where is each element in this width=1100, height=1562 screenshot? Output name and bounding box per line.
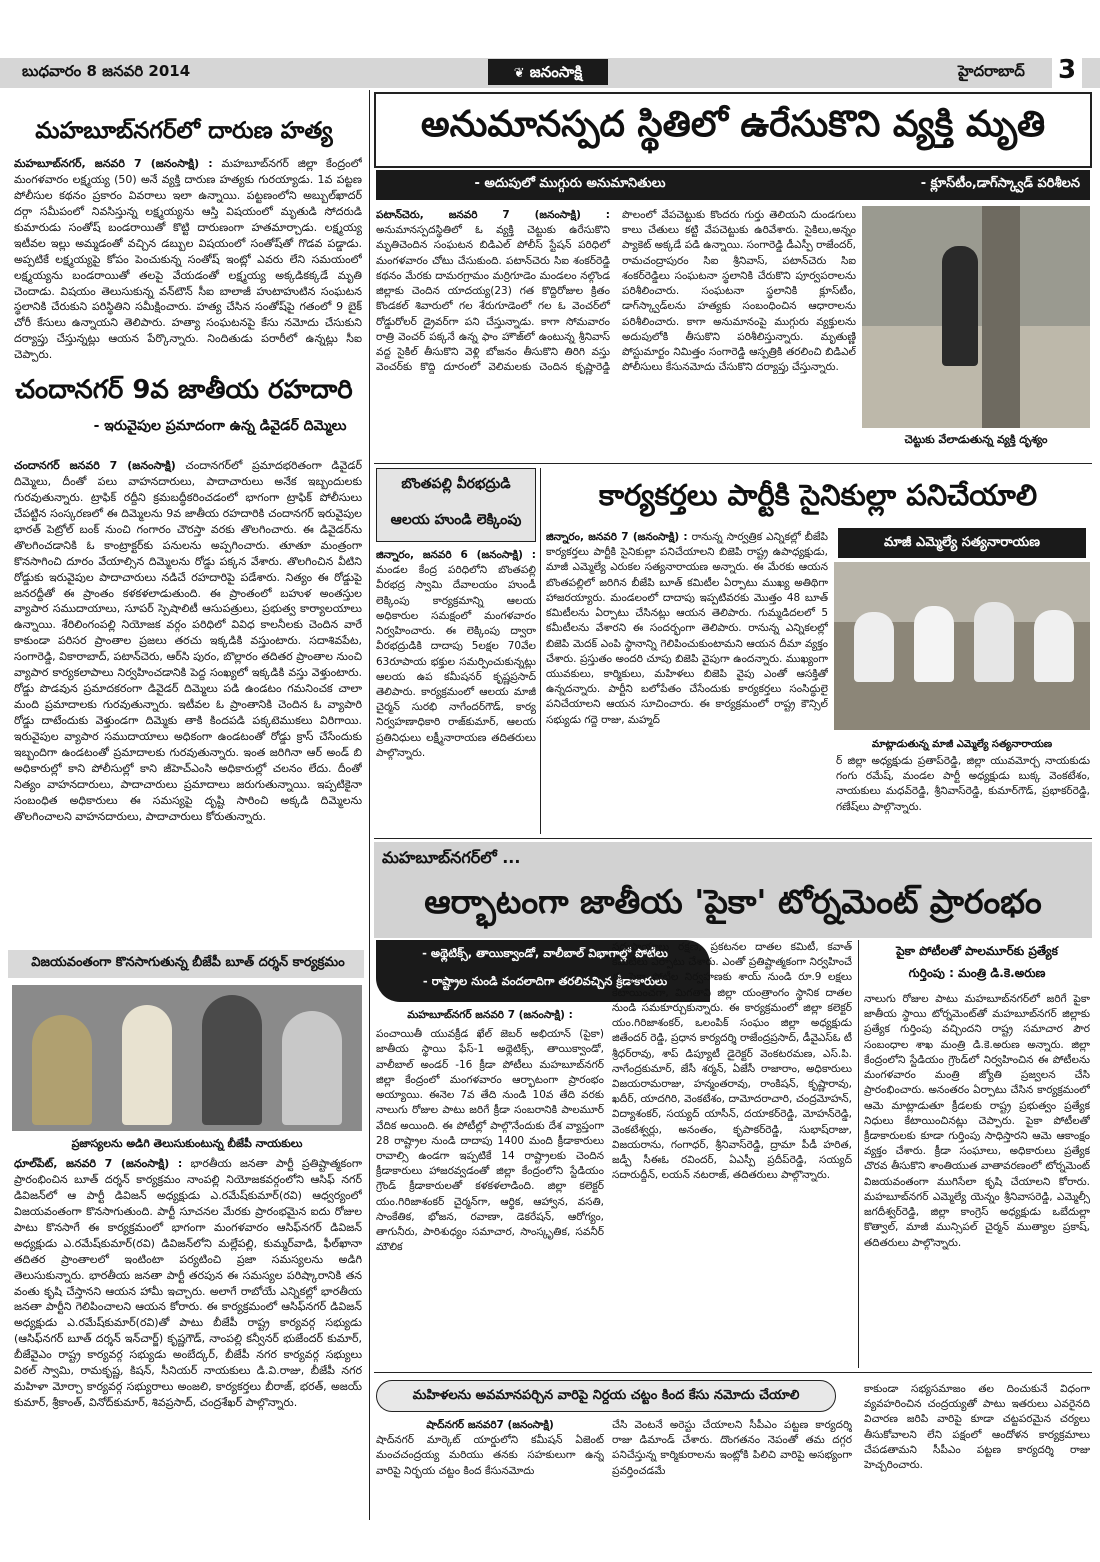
payka-kicker: మహబూబ్‌నగర్‌లో ... — [382, 848, 521, 867]
payka-article-col3: నాలుగు రోజుల పాటు మహబూబ్‌నగర్‌లో జరిగే పైకా జాతీయ స్థాయి టోర్నమెంట్‌తో మహబూబ్‌నగర్ జిల్లాకు ప్రత్యేక గుర్తింపు వచ్చిందని రాష్ట్ర సమాచార పౌర సంబంధాల శాఖ మంత్రి డి.కె.అరుణ అన్నారు. జిల్లా కేంద్రంలోని స్టేడియం గ్రౌండ్‌లో నిర్వహించిన ఈ పోటీలను మంగళవారం మంత్రి జ్యోతి ప్రజ్వలన చేసి ప్రారంభించారు. అనంతరం ఏర్పాటు చేసిన కార్యక్రమంలో ఆమె మాట్లాడుతూ క్రీడలకు రాష్ట్ర ప్రభుత్వం ప్రత్యేక నిధులు కేటాయించినట్లు చెప్పారు. పైకా పోటీలతో క్రీడాకారులకు కూడా గుర్తింపు సాధిస్తారని ఆమె ఆకాంక్షం వ్యక్తం చేశారు. క్రీడా సంఘాలు, అధికారులు ప్రత్యేక చొరవ తీసుకొని శాంతియుత వాతావరణంలో టోర్నమెంట్ విజయవంతంగా ముగిసేలా కృషి చేయాలని కోరారు. మహబూబ్‌నగర్ ఎమ్మెల్యే యెన్నం శ్రీనివాసరెడ్డి, ఎమ్మెల్సీ జగదీశ్వర్‌రెడ్డి, జిల్లా కాంగ్రెస్ అధ్యక్షుడు ఒబేదుల్లా కొత్వాల్, మాజీ మున్సిపల్ చైర్మన్ ముత్యాల ప్రకాష్, తదితరులు పాల్గొన్నారు. — [864, 993, 1090, 1249]
payka-headline: ఆర్భాటంగా జాతీయ 'పైకా' టోర్నమెంట్ ప్రారంభం — [424, 882, 1042, 921]
suicide-photo-caption: చెట్టుకు వేలాడుతున్న వ్యక్తి దృశ్యం — [904, 433, 1048, 446]
bjp-dateline: ధూల్‌పేట్, జనవరి 7 (జనంసాక్షి) : — [14, 1157, 183, 1170]
temple-headline-line2: ఆలయ హుండి లెక్కింపు — [390, 512, 522, 528]
payka-sub2: - రాష్ట్రాల నుండి వందలాదిగా తరలివచ్చిన క్రీడాకారులు — [422, 974, 668, 988]
temple-body: మండల కేంద్ర పరిధిలోని బొంతపల్లి వీరభద్ర స్వామి దేవాలయం హుండీ లెక్కింపు కార్యక్రమాన్ని ఆలయ అధికారుల సమక్షంలో మంగళవారం నిర్వహించారు. ఈ లెక్కింపు ద్వారా వీరభద్రుడికి దాదాపు 5లక్షల 70వేల 63రూపాయ భక్తుల సమర్పించుకున్నట్లు ఆలయ ఉప కమీషనర్ కృష్ణప్రసాద్ తెలిపారు. కార్యక్రమంలో ఆలయ మాజీ చైర్మన్ సురభి నాగేందర్‌గౌడ్, కార్య నిర్వహణాధికారి రాజ్‌కుమార్, ఆలయ ప్రతినిధులు లక్ష్మీనారాయణ తదితరులు పాల్గొన్నారు. — [376, 564, 536, 759]
temple-dateline: జిన్నారం, జనవరి 6 (జనంసాక్షి) : — [376, 549, 536, 561]
suicide-photo — [862, 206, 1090, 428]
section-divider — [374, 838, 1092, 839]
workers-article — [546, 530, 828, 830]
temple-article — [376, 548, 536, 830]
bjp-headline: విజయవంతంగా కొనసాగుతున్న బీజేపీ బూత్ దర్శన్ కార్యక్రమం — [31, 955, 345, 970]
bjp-body: భారతీయ జనతా పార్టీ ప్రతిష్టాత్మకంగా ప్రారంభించిన బూత్ దర్శన్ కార్యక్రమం నాంపల్లి నియోజకవర్గంలోని ఆసిఫ్ నగర్ డివిజన్‌లో ఆ పార్టీ డివిజన్ అధ్యక్షుడు ఎ.రమేష్‌కుమార్(రవి) ఆధ్వర్యంలో విజయవంతంగా కొనసాగుతుంది. పార్టీ సూచనల మేరకు ప్రారంభమైన ఐదు రోజుల పాటు కొనసాగే ఈ కార్యక్రమంలో భాగంగా మంగళవారం ఆసిఫ్‌నగర్ డివిజన్ అధ్యక్షుడు ఎ.రమేష్‌కుమార్(రవి) డివిజన్‌లోని మల్లేపల్లి, కుమ్మర్‌వాడి, ఫీల్‌ఖానా తదితర ప్రాంతాలలో ఇంటింటా పర్యటించి ప్రజా సమస్యలను అడిగి తెలుసుకున్నారు. భారతీయ జనతా పార్టీ తరపున ఈ సమస్యల పరిష్కారానికి తన వంతు కృషి చేస్తానని ఆయన హామీ ఇచ్చారు. అలాగే రాబోయే ఎన్నికల్లో భారతీయ జనతా పార్టీని గెలిపించాలని ఆయన కోరారు. ఈ కార్యక్రమంలో ఆసిఫ్‌నగర్ డివిజన్ అధ్యక్షుడు ఎ.రమేష్‌కుమార్(రవి)తో పాటు బీజేపీ రాష్ట్ర కార్యవర్గ సభ్యుడు (ఆసిఫ్‌నగర్ బూత్ దర్శన్ ఇన్‌చార్జ్) కృష్ణగౌడ్, నాంపల్లి కన్వీనర్ భుజేందర్ కుమార్, బీజేవైఎం రాష్ట్ర కార్యవర్గ సభ్యుడు అంబేద్కర్, బీజేపీ నగర కార్యవర్గ సభ్యులు విఠల్ స్వామి, రామకృష్ణ, కిషన్, సీనియర్ నాయకులు డి.వి.రాజు, బీజేపీ నగర మహిళా మోర్చా కార్యవర్గ సభ్యురాలు అంజలి, కార్యకర్తలు బీరాజ్, భరత్, అజయ్ కుమార్, శ్రీకాంత్, వినోద్‌కుమార్, శివప్రసాద్, చంద్రశేఖర్ పాల్గొన్నారు. — [14, 1157, 362, 1410]
masthead-date: బుధవారం 8 జనవరి 2014 — [22, 62, 191, 80]
payka-body-col1: పంచాయితీ యువక్రీడ ఖేల్ జెబర్ అభియాన్ (పైకా) జాతీయ స్థాయి ఫేస్-1 అథ్లెటిక్స్, తాయిక్వాండో, వాలీబాల్ అండర్ -16 క్రీడా పోటీలు మహబూబ్‌నగర్ జిల్లా కేంద్రంలో మంగళవారం ఆర్భాటంగా ప్రారంభం అయ్యాయి. ఈనెల 7వ తేది నుండి 10వ తేది వరకు నాలుగు రోజుల పాటు జరిగే క్రీడా సంబరానికి పాలమూర్ వేదిక అయింది. ఈ పోటీల్లో పాల్గొనేందుకు దేశ వ్యాప్తంగా 28 రాష్ట్రాల నుండి దాదాపు 1400 మంది క్రీడాకారులు రావాల్సి ఉండగా ఇప్పటికే 14 రాష్ట్రాలకు చెందిన క్రీడాకారులు హాజరవ్వడంతో జిల్లా కేంద్రంలోని స్టేడియం గ్రౌండ్ క్రీడాకారులతో కళకళలాడింది. జిల్లా కలెక్టర్ యం.గిరిజాశంకర్ చైర్మన్‌గా, ఆర్థిక, ఆహ్వాన, వసతి, సాంకేతిక, భోజన, రవాణా, డెకరేషన్, ఆరోగ్యం, తాగునీరు, పారిశుధ్యం సమాచార, సాంస్కృతిక, సవనీర్ మౌలిక — [376, 1028, 604, 1254]
women-body-col1: షాద్‌నగర్ మార్కెట్ యార్డులోని కమీషన్ ఏజెంట్ మంచచంద్రయ్య మరియు తనకు సహకులుగా ఉన్న వారిపై నిర్భయ చట్టం కింద కేసునమోదు — [376, 1434, 604, 1477]
payka-article-col2: సదుపాయాలు రక్షణ, ప్రకటనల దాతల కమిటీ, కవాత్ కమిటీలు ఏర్పాటు చేశారు. ఎంతో ప్రతిష్టాత్మకంగా నిర్వహించే ఈ పైకా పోటీల నిర్వహణకు శాయ్ నుండి రూ.9 లక్షలు కేటాయించగా, మిగతావి జిల్లా యంత్రాంగం స్థానిక దాతల నుండి సమకూర్చుకున్నారు. ఈ కార్యక్రమంలో జిల్లా కలెక్టర్ యం.గిరిజాశంకర్, ఒలంపిక్ సంఘం జిల్లా అధ్యక్షుడు జితేందర్ రెడ్డి, ప్రధాన కార్యదర్శి రాజేంద్రప్రసాద్, డీవైఎస్ఓ టీ శ్రీధర్‌రావు, శాప్ డిప్యూటీ డైరెక్టర్ వెంకటరమణ, ఎస్.పి. నాగేంద్రకుమార్, జేసీ శర్మన్, ఏజేసీ రాజారాం, అధికారులు విజయరామరాజు, హన్మంతరావు, రాంకిషన్, కృష్ణారావు, ఖదీర్, యాదగిరి, వెంకటేశం, దామోదరాచారి, చంద్రమోహన్, విద్యాశంకర్, సయ్యద్ యాసీన్, దయాకర్‌రెడ్డి, మోహన్‌రెడ్డి, వెంకటేశ్వర్లు, అనంతం, కృపాకర్‌రెడ్డి, సుభాష్‌రాజు, విజయరాను, గంగాధర్, శ్రీనివాస్‌రెడ్డి, ద్రామా పీడీ హరిత, జడ్పీ సీఈఓ రవిందర్, ఏఎస్పీ ప్రదీప్‌రెడ్డి, సయ్యద్ సదారుద్దీన్, లయన్ నటరాజ్, తదితరులు పాల్గొన్నారు. — [612, 941, 852, 1182]
highway-body: చందానగర్‌లో ప్రమాదభరితంగా డివైడర్ దిమ్మెలు, దీంతో పలు వాహనదారులు, పాదాచారులు అనేక ఇబ్బందులకు గురవుతున్నారు. ట్రాఫిక్ రద్దీని క్రమబద్ధీకరించడంలో భాగంగా ట్రాఫిక్ పోలీసులు చేపట్టిన సంస్కరణలో ఈ దిమ్మెలను 9వ జాతీయ రహదారికి చందానగర్ ఇరువైపుల భారత్ పెట్రోల్ బంక్ నుంచి గంగారం చౌరస్తా వరకు తొలగించారు. ఈ డివైడర్‌ను తొలగించడానికి ఓ కాంట్రాక్టర్‌కు పనులను అప్పగించారు. తూతూ మంత్రంగా కొనసాగించి దూరం వేయాల్సిన దిమ్మెలను రోడ్డు పక్కన వేశారు. తొలగించిన వీటిని రోడ్డుకు ఇరువైపుల పాదాచారులు నడిచే రహదారిపై పడేశారు. నిత్యం ఈ రోడ్డుపై జనరద్దీతో ఈ ప్రాంతం కళకళలాడుతుంది. ఈ ప్రాంతంలో బహుళ అంతస్తుల వ్యాపార సముదాయాలు, సూపర్ స్పెషాలిటీ ఆసుపత్రులు, ప్రభుత్వ కార్యాలయాలు ఉన్నాయి. శేరిలింగంపల్లి నియోజక వర్గం పరిధిలో వివిధ కాలనీలకు చెందిన వారే కాకుండా పరిసర ప్రాంతాల ప్రజలు తరచు ఇక్కడికి వస్తుంటారు. సదాశివపేట, సంగారెడ్డి, వికారాబాద్, పటాన్‌చెరు, ఆర్‌సి పురం, బొల్లారం తదితర ప్రాంతాల నుంచి వ్యాపార కార్యకలాపాలు నిర్వహించడానికి పెద్ద సంఖ్యలో ఇక్కడికి వస్తు వెళ్తుంటారు. రోడ్డు పొడవున ప్రమాదకరంగా డివైడర్ దిమ్మెలు పడి ఉండటం గమనించక చాలా మంది ప్రమాదాలకు గురవుతున్నారు. ఇటీవల ఓ ప్రాంతానికి చెందిన ఓ వ్యాపారి రోడ్డు దాటేందుకు వెళ్తుండగా దిమ్మెకు తాకి కిందపడి పక్కటెముకలు విరిగాయి. ఇరువైపుల వ్యాపార సముదాయాలు అధికంగా ఉండటంతో రోడ్డు క్రాస్ చేసేందుకు ఇబ్బందిగా ఉండటంతో ప్రమాదాలకు గురవుతున్నారు. ఇంత జరిగినా ఆర్ అండ్ బి అధికారుల్లో కాని పోలీసుల్లో కాని జీహెచ్ఎంసి అధికారుల్లో చలనం లేదు. దీంతో నిత్యం వాహనదారులు, పాదాచారులు ప్రమాదాలు జరుగుతున్నాయి. ఇప్పటికైనా సంబంధిత అధికారులు ఈ సమస్యపై దృష్టి సారించి అక్కడి దిమ్మెలను తొలగించాలని వాహనదారులు, పాదాచారులు కోరుతున్నారు. — [14, 459, 362, 823]
masthead-city: హైదరాబాద్ — [958, 62, 1025, 80]
women-dateline: షాద్‌నగర్ జనవరి7 (జనంసాక్షి) — [426, 1419, 554, 1431]
workers-headline: కార్యకర్తలు పార్టీకి సైనికుల్లా పనిచేయాలి — [598, 478, 1038, 512]
page-number: 3 — [1052, 55, 1082, 89]
bjp-photo — [12, 985, 362, 1131]
paper-logo-icon: ❦ — [513, 66, 525, 81]
suicide-sub-right: - క్లూస్‌టీం,డాగ్‌స్క్వాడ్ పరిశీలన — [920, 176, 1080, 191]
section-divider — [374, 1372, 1092, 1373]
payka-side-headline: పైకా పోటీలతో పాలమూర్‌కు ప్రత్యేక — [896, 944, 1058, 958]
women-article-col1 — [376, 1418, 604, 1490]
highway-article — [14, 458, 362, 946]
payka-article-col1 — [376, 1008, 604, 1368]
suicide-sub-left: - అదుపులో ముగ్గురు అనుమానితులు — [474, 176, 666, 191]
highway-subhead: - ఇరువైపుల ప్రమాదంగా ఉన్న డివైడర్ దిమ్మెలు — [93, 418, 347, 434]
workers-body: రానున్న సార్వత్రిక ఎన్నికల్లో బీజేపి కార్యకర్తలు పార్టీకి సైనికుల్లా పనిచేయాలని బిజెపి రాష్ట్ర ఉపాధ్యక్షుడు, మాజీ ఎమ్మెల్యే ఎరుకల సత్యనారాయణ అన్నారు. ఈ మేరకు ఆయన బొంతపల్లిలో జరిగిన బీజేపి బూత్ కమిటీల ఏర్పాటు ముఖ్య అతిథిగా హాజరయ్యారు. మండలంలో దాదాపు ఇప్పటివరకు మొత్తం 48 బూత్ కమిటీలను ఏర్పాటు చేసినట్లు ఆయన తెలిపారు. గుమ్మడిదలలో 5 కమీటీలను వేశారని ఈ సందర్భంగా తెలిపారు. రానున్న ఎన్నికలల్లో బిజెపి మెదక్ ఎంపి స్థానాన్ని గెలిపించుకుంటామని ఆయన దీమా వ్యక్తం చేశారు. ప్రస్తుతం అందరి చూపు బిజెపి వైపుగా ఉందన్నారు. ముఖ్యంగా యువకులు, కార్మికులు, మహిళలు బిజెపి వైపు ఎంతో ఆసక్తితో ఉన్నదన్నారు. పార్టీని బలోపేతం చేసేందుకు కార్యకర్తలు సంసిద్ధులై పనిచేయాలని ఆయన సూచించారు. ఈ కార్యక్రమంలో రాష్ట్ర కౌన్సిల్ సభ్యుడు గద్దె రాజు, మహ్మద్ — [546, 531, 828, 726]
workers-photo — [834, 562, 1090, 730]
murder-body: మహబూబ్‌నగర్ జిల్లా కేంద్రంలో మంగళవారం లక్ష్మయ్య (50) అనే వ్యక్తి దారుణ హత్యకు గురయ్యాడు. 1వ పట్టణ పోలీసుల కథనం ప్రకారం వివరాలు ఇలా ఉన్నాయి. పట్టణంలోని అబ్బుల్‌ఖాదర్ దర్గా సమీపంలో నివసిస్తున్న లక్ష్మయ్యను ఆస్తి విషయంలో మృతుడి సోదరుడి కుమారుడు సంతోష్ బండరాయితో కొట్టి దారుణంగా హతమార్చాడు. లక్ష్మయ్య ఇటీవల ఇల్లు అమ్మడంతో వచ్చిన డబ్బుల విషయంలో సంతోష్‌తో గొడవ పడ్డాడు. అప్పటికే లక్ష్మయ్యపై కోపం పెంచుకున్న సంతోష్ ఇంట్లో ఎవరు లేని సమయంలో లక్ష్మయ్యను బండరాయితో తలపై వేయడంతో లక్ష్మయ్య అక్కడికక్కడే మృతి చెందాడు. విషయం తెలుసుకున్న వన్‌టౌన్ సీఐ బాలాజీ హుటాహుటిన సంఘటన స్థలానికి చేరుకుని పరిస్థితిని సమీక్షించారు. హత్య చేసిన సంతోష్‌పై గతంలో 9 బైక్ చోరీ కేసులు ఉన్నాయని తెలిపారు. హత్యా సంఘటనపై కేసు నమోదు చేసుకుని దర్యాప్తు చేస్తున్నట్లు ఆయన పేర్కొన్నారు. నిందితుడు పరారీలో ఉన్నట్లు సీఐ చెప్పారు. — [14, 157, 362, 362]
women-headline: మహిళలను అవమానపర్చిన వారిపై నిర్దయ చట్టం కింద కేసు నమోదు చేయాలి — [376, 1380, 836, 1412]
murder-dateline: మహబూబ్‌నగర్, జనవరి 7 (జనంసాక్షి) : — [14, 157, 213, 170]
payka-side-subhead: గుర్తింపు : మంత్రి డి.కె.అరుణ — [908, 966, 1046, 980]
workers-tag: మాజీ ఎమ్మెల్యే సత్యనారాయణ — [838, 528, 1086, 558]
payka-dateline: మహబూబ్‌నగర్ జనవరి 7 (జనంసాక్షి) : — [407, 1009, 573, 1021]
bjp-photo-caption: ప్రజాస్యలను అడిగి తెలుసుకుంటున్న బీజేపీ నాయకులు — [71, 1137, 303, 1150]
women-article-col3: కాకుండా సభ్యసమాజం తల దించుకునే విధంగా వ్యవహరించిన చంద్రయ్యతో పాటు ఇతరులు ఎవరైనది విచారణ జరిపి వారిపై కూడా చట్టపరమైన చర్యలు తీసుకోవాలని లేని పక్షంలో ఆందోళన కార్యక్రమాలు చేపడతామని సీపీఎం పట్టణ కార్యదర్శి రాజు హెచ్చరించారు. — [864, 1383, 1090, 1472]
workers-photo-caption: మాట్లాడుతున్న మాజీ ఎమ్మెల్యే సత్యనారాయణ — [871, 739, 1053, 750]
murder-article — [14, 156, 362, 374]
highway-headline: చందానగర్ 9వ జాతీయ రహదారి — [15, 375, 353, 405]
workers-article-cont: ర్ జిల్లా అధ్యక్షుడు ప్రతాప్‌రెడ్డి, జిల్లా యువమోర్చ నాయకుడు గంగు రమేష్, మండల పార్టీ అధ్యక్షుడు బుక్క వెంకటేశం, నాయకులు మధవ్‌రెడ్డి, శ్రీనివాస్‌రెడ్డి, కుమార్‌గౌడ్, ప్రభాకర్‌రెడ్డి, గణేష్‌లు పాల్గొన్నారు. — [836, 755, 1090, 813]
bjp-article — [14, 1156, 362, 1474]
paper-name: జనంసాక్షి — [529, 63, 583, 81]
workers-dateline: జిన్నారం, జనవరి 7 (జనంసాక్షి) : — [546, 531, 688, 543]
payka-sub1: - అథ్లెటిక్స్, తాయిక్వాండో, వాలీబాల్ విభాగాల్లో పోటీలు — [422, 946, 668, 960]
column-divider — [858, 940, 859, 1368]
suicide-dateline: పటాన్‌చెరు, జనవరి 7 (జనంసాక్షి) : — [376, 209, 610, 221]
column-divider — [369, 90, 370, 1520]
highway-dateline: చందానగర్ జనవరి 7 (జనంసాక్షి) — [14, 459, 176, 472]
suicide-body: అనుమానస్పదస్థితిలో ఓ వ్యక్తి చెట్టుకు ఉరేసుకొని మృతిచెందిన సంఘటన బిడిఎల్ పోలీస్ స్టేషన్ పరిధిలో మంగళవారం చోటు చేసుకుంది. పటాన్‌చెరు సిఐ శంకర్‌రెడ్డి కథనం మేరకు దామరగ్రామం మర్రిగూడెం మండలం నల్గొండ జిల్లాకు చెందిన యాదయ్య(23) గత కొద్దిరోజుల క్రితం కొండకల్ శివారులో గల శేరుగూడెంలో గల ఓ వెంచర్‌లో రోడ్డురోలర్ డ్రైవర్‌గా పని చేస్తున్నాడు. కాగా సోమవారం రాత్రి వెంచర్ పక్కనే ఉన్న ఫాం హౌజ్‌లో ఉంటున్న శ్రీనివాస్ వద్ద సైకిల్ తీసుకొని వెళ్లి బోజనం తీసుకొని తిరిగి వస్తు వెంచర్‌కు కొద్ది దూరంలో వెలిమలకు చెందిన కృష్ణారెడ్డి పొలంలో వేపచెట్టుకు కొందరు గుర్తు తెలియని దుండగులు కాలు చేతులు కట్టి వేపచెట్టుకు ఉరివేశారు. సైకిలు,అన్నం ప్యాకెట్ అక్కడే పడి ఉన్నాయి. సంగారెడ్డి డీఎస్పీ రాజేందర్, రామచంద్రాపురం సిఐ శ్రీనివాస్, పటాన్‌చెరు సిఐ శంకర్‌రెడ్డిలు సంఘటనా స్థలానికి చేరుకొని పూర్వపరాలను పరిశీలించారు. సంఘటనా స్థలానికి క్లూస్‌టీం, డాగ్‌స్క్వాడ్‌లను హత్యకు సంబంధించిన ఆధారాలను పరిశీలించారు. కాగా అనుమానంపై ముగ్గురు వ్యక్తులను అదుపులోకి తీసుకొని పరిశీలిస్తున్నారు. మృతుణ్ణి పోస్టుమార్టం నిమిత్తం సంగారెడ్డి ఆస్పత్రికి తరలించి బిడిఎల్ పోలీసులు కేసునమోదు చేసుకొని దర్యాప్తు చేస్తున్నారు. — [376, 209, 856, 374]
section-divider — [374, 463, 1092, 464]
suicide-article — [376, 208, 856, 458]
column-divider — [540, 468, 541, 834]
suicide-headline: అనుమానస్పద స్థితిలో ఉరేసుకొని వ్యక్తి మృతి — [420, 104, 1046, 145]
temple-headline-line1: బొంతపల్లి వీరభద్రుడి — [401, 476, 511, 492]
paper-logo — [488, 59, 608, 85]
women-article-col2: చేసి వెంటనే అరెస్టు చేయాలని సీపీఎం పట్టణ కార్యదర్శి రాజు డిమాండ్ చేశారు. దొంగతనం నెపంతో తమ దగ్గర పనిచేస్తున్న కార్మికురాలను ఇంట్లోకి పిలిచి వారిపై అసభ్యంగా ప్రవర్తించడమే — [612, 1419, 852, 1477]
murder-headline: మహబూబ్‌నగర్‌లో దారుణ హత్య — [35, 118, 333, 144]
